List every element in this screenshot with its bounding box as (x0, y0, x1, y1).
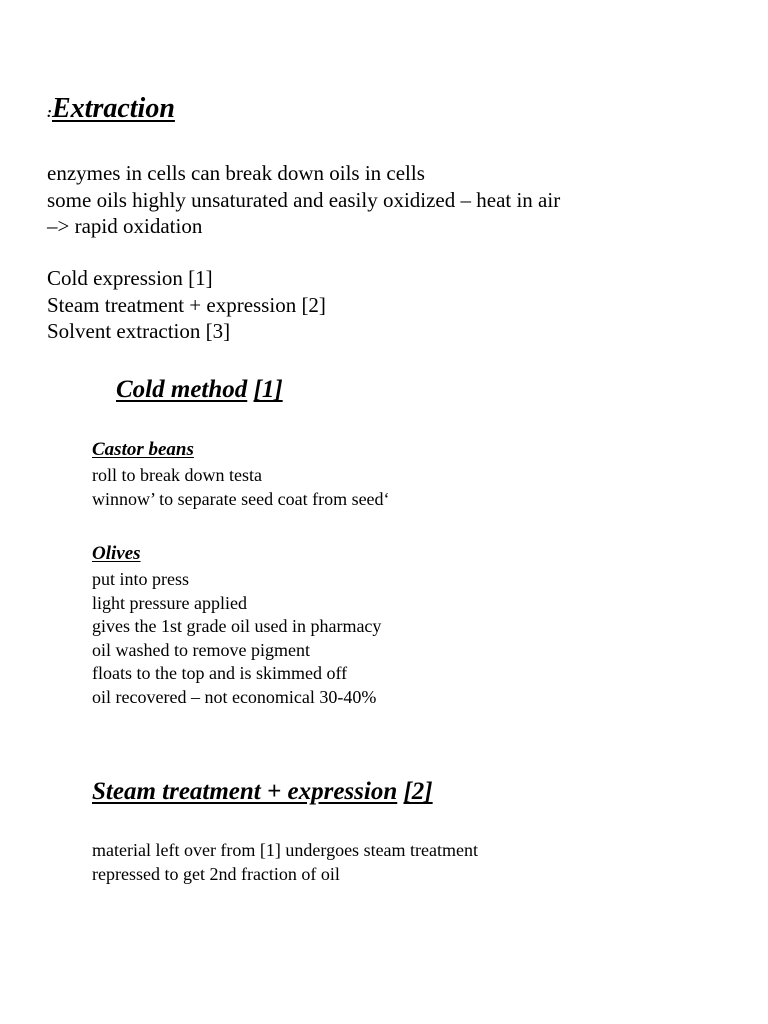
cold-method-heading (116, 376, 283, 404)
steam-method-list (92, 839, 478, 886)
castor-beans-list (92, 464, 390, 511)
method-item: Solvent extraction [3] (47, 319, 231, 343)
list-item: light pressure applied (92, 592, 247, 613)
methods-list (47, 265, 326, 345)
intro-line: –> rapid oxidation (47, 214, 203, 238)
method-item: Cold expression [1] (47, 266, 213, 290)
list-item: oil washed to remove pigment (92, 639, 310, 660)
cold-method-heading-tag: [1] (253, 376, 283, 403)
list-item: floats to the top and is skimmed off (92, 663, 348, 684)
steam-method-heading (92, 778, 433, 806)
steam-method-heading-tag: [2] (403, 778, 433, 805)
list-item: repressed to get 2nd fraction of oil (92, 863, 340, 884)
olives-heading: Olives (92, 543, 141, 564)
list-item: roll to break down testa (92, 465, 262, 485)
intro-paragraph (47, 160, 560, 240)
cold-method-heading-text: Cold method (116, 376, 248, 403)
olives-list (92, 568, 381, 710)
intro-line: enzymes in cells can break down oils in cells (47, 161, 425, 185)
list-item: gives the 1st grade oil used in pharmacy (92, 616, 382, 637)
page-title (47, 93, 175, 125)
list-item: material left over from [1] undergoes steam treatment (92, 840, 479, 860)
title-text: Extraction (52, 93, 175, 124)
steam-method-heading-text: Steam treatment + expression (92, 778, 398, 805)
castor-beans-heading: Castor beans (92, 439, 194, 460)
title-prefix: : (47, 105, 52, 121)
list-item: winnow’ to separate seed coat from seed‘ (92, 488, 390, 509)
list-item: put into press (92, 569, 189, 589)
list-item: oil recovered – not economical 30-40% (92, 686, 377, 707)
method-item: Steam treatment + expression [2] (47, 292, 326, 317)
intro-line: some oils highly unsaturated and easily oxidized – heat in air (47, 187, 561, 212)
